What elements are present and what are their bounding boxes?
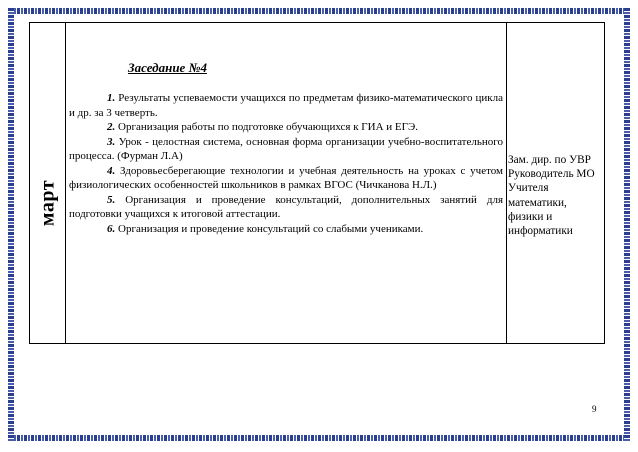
column-divider <box>506 23 507 343</box>
decorative-border-left <box>8 8 14 441</box>
responsible-line: информатики <box>508 225 573 238</box>
agenda-cell <box>66 23 506 236</box>
agenda-item: 6. Организация и проведение консультаций со слабыми учениками. <box>107 222 424 235</box>
month-label: март <box>36 179 58 227</box>
responsible-line: математики, <box>508 196 567 209</box>
page-number: 9 <box>592 404 597 414</box>
responsible-line: Руководитель МО <box>508 168 595 181</box>
decorative-border-top <box>10 8 630 14</box>
agenda-list <box>69 91 503 236</box>
decorative-border-bottom <box>10 435 630 441</box>
decorative-border-right <box>624 8 630 441</box>
responsible-line: Зам. дир. по УВР <box>508 154 591 166</box>
responsible-line: Учителя <box>508 182 549 195</box>
responsible-cell <box>508 153 604 238</box>
agenda-item: 3. Урок - целостная система, основная форма организации учебно-воспитательного процесса. (Фурман Л.А) <box>69 135 504 162</box>
month-cell <box>30 23 65 343</box>
agenda-item: 5. Организация и проведение консультаций, дополнительных занятий для подготовки учащихся к итоговой аттестации. <box>69 193 504 220</box>
agenda-item: 4. Здоровьесберегающие технологии и учебная деятельность на уроках с учетом физиологических особенностей школьников в рамках ВГОС (Чичканова Н.Л.) <box>69 164 503 191</box>
agenda-item: 2. Организация работы по подготовке обучающихся к ГИА и ЕГЭ. <box>107 121 419 133</box>
responsible-line: физики и <box>508 210 553 223</box>
agenda-item: 1. Результаты успеваемости учащихся по предметам физико-математического цикла и др. за 3 четверть. <box>69 92 503 119</box>
plan-table <box>29 22 605 344</box>
meeting-title: Заседание №4 <box>128 60 207 75</box>
